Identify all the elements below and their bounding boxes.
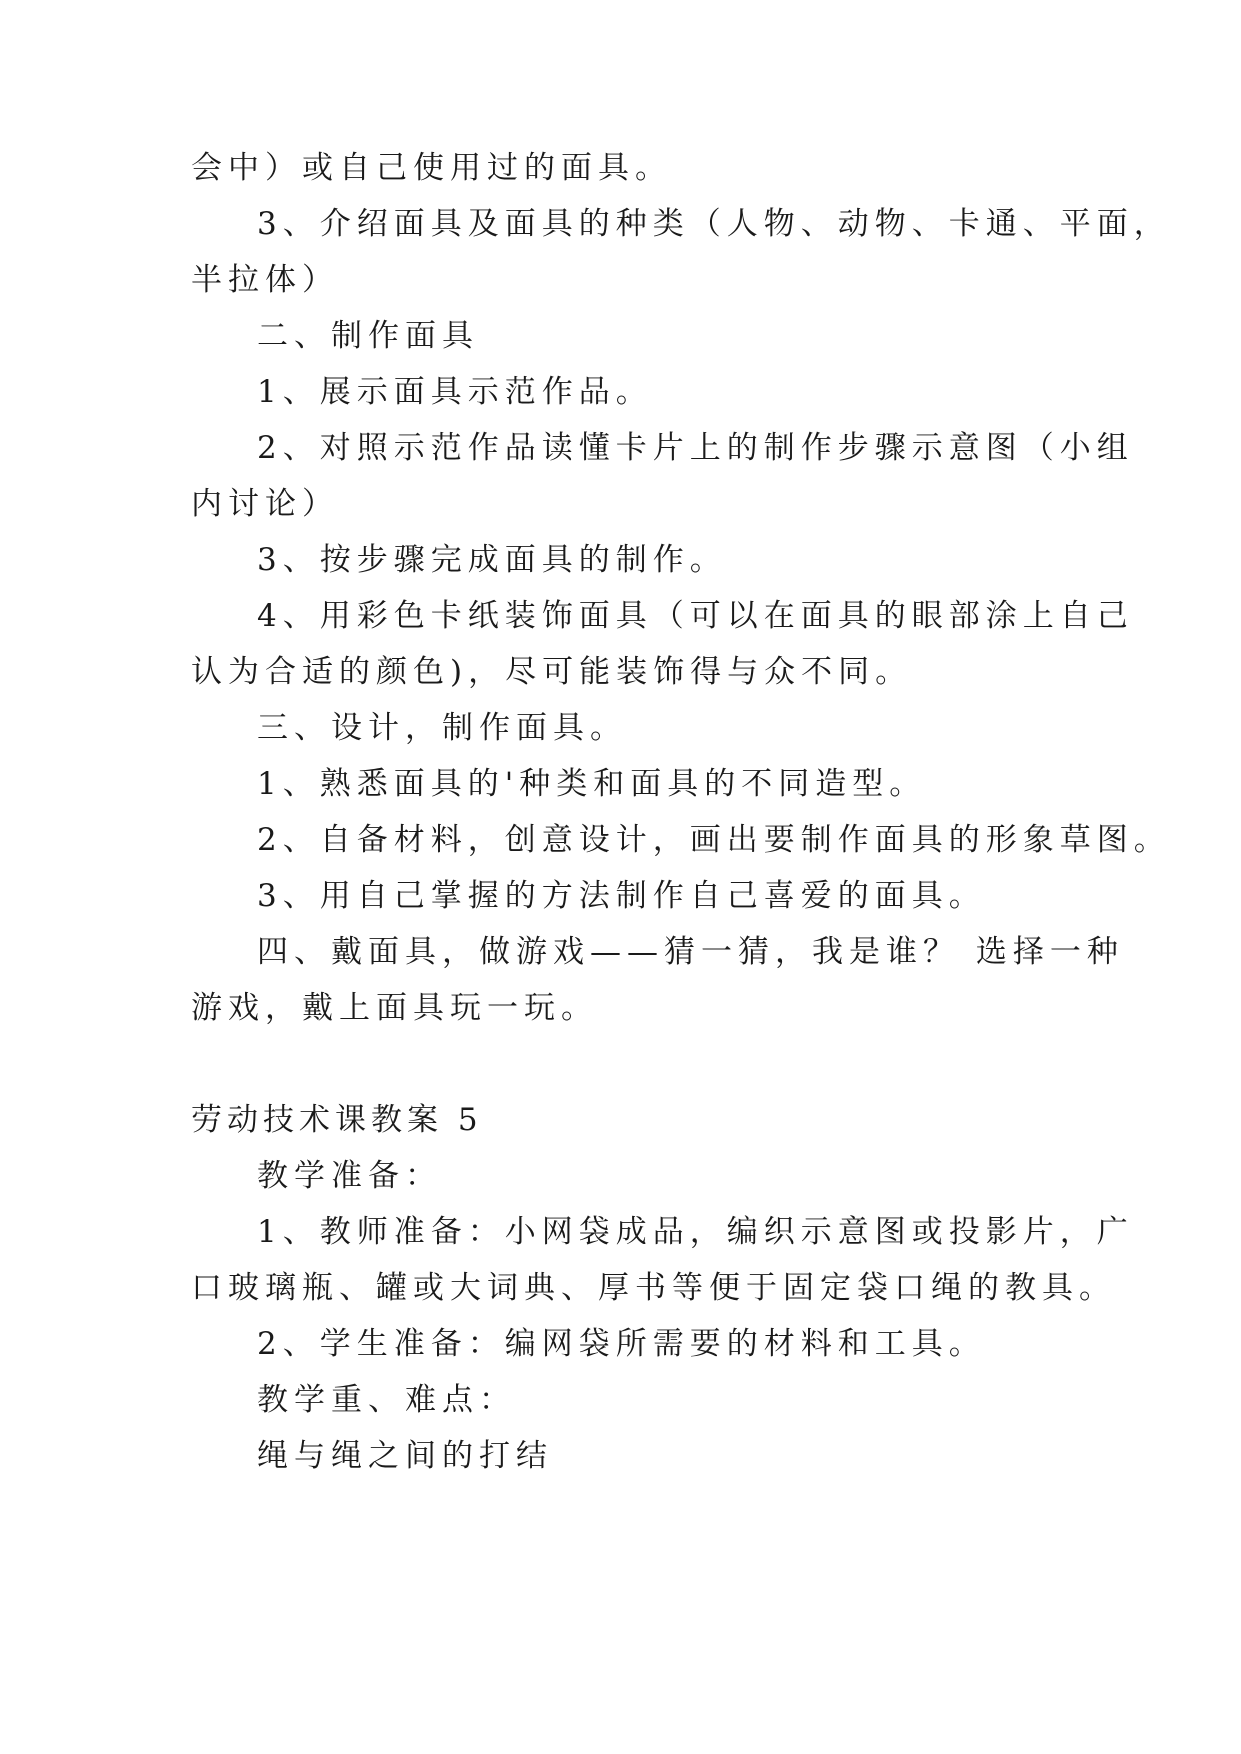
text-line: 半拉体） — [191, 262, 339, 298]
text-line: 3、介绍面具及面具的种类（人物、动物、卡通、平面， — [257, 206, 1171, 242]
text-line: 2、自备材料，创意设计，画出要制作面具的形象草图。 — [257, 822, 1171, 858]
lesson-title: 劳动技术课教案 5 — [191, 1102, 483, 1138]
section-heading: 三、设计，制作面具。 — [257, 710, 627, 746]
text-line: 3、用自己掌握的方法制作自己喜爱的面具。 — [257, 878, 986, 914]
text-line: 游戏，戴上面具玩一玩。 — [191, 990, 598, 1026]
text-line: 4、用彩色卡纸装饰面具（可以在面具的眼部涂上自己 — [257, 598, 1134, 634]
text-line: 2、对照示范作品读懂卡片上的制作步骤示意图（小组 — [257, 430, 1134, 466]
text-line: 会中）或自己使用过的面具。 — [191, 150, 672, 186]
text-line: 1、熟悉面具的'种类和面具的不同造型。 — [257, 766, 927, 802]
text-line: 认为合适的颜色)，尽可能装饰得与众不同。 — [191, 654, 913, 690]
text-line: 内讨论） — [191, 486, 339, 522]
text-line: 1、教师准备：小网袋成品，编织示意图或投影片，广 — [257, 1214, 1134, 1250]
section-heading: 二、制作面具 — [257, 318, 479, 354]
text-line: 3、按步骤完成面具的制作。 — [257, 542, 727, 578]
section-heading: 四、戴面具，做游戏——猜一猜，我是谁？ 选择一种 — [257, 934, 1124, 970]
section-heading: 教学重、难点： — [257, 1382, 516, 1418]
text-line: 2、学生准备：编网袋所需要的材料和工具。 — [257, 1326, 986, 1362]
text-line: 1、展示面具示范作品。 — [257, 374, 653, 410]
section-heading: 教学准备： — [257, 1158, 442, 1194]
text-line: 绳与绳之间的打结 — [257, 1438, 553, 1474]
text-line: 口玻璃瓶、罐或大词典、厚书等便于固定袋口绳的教具。 — [191, 1270, 1116, 1306]
